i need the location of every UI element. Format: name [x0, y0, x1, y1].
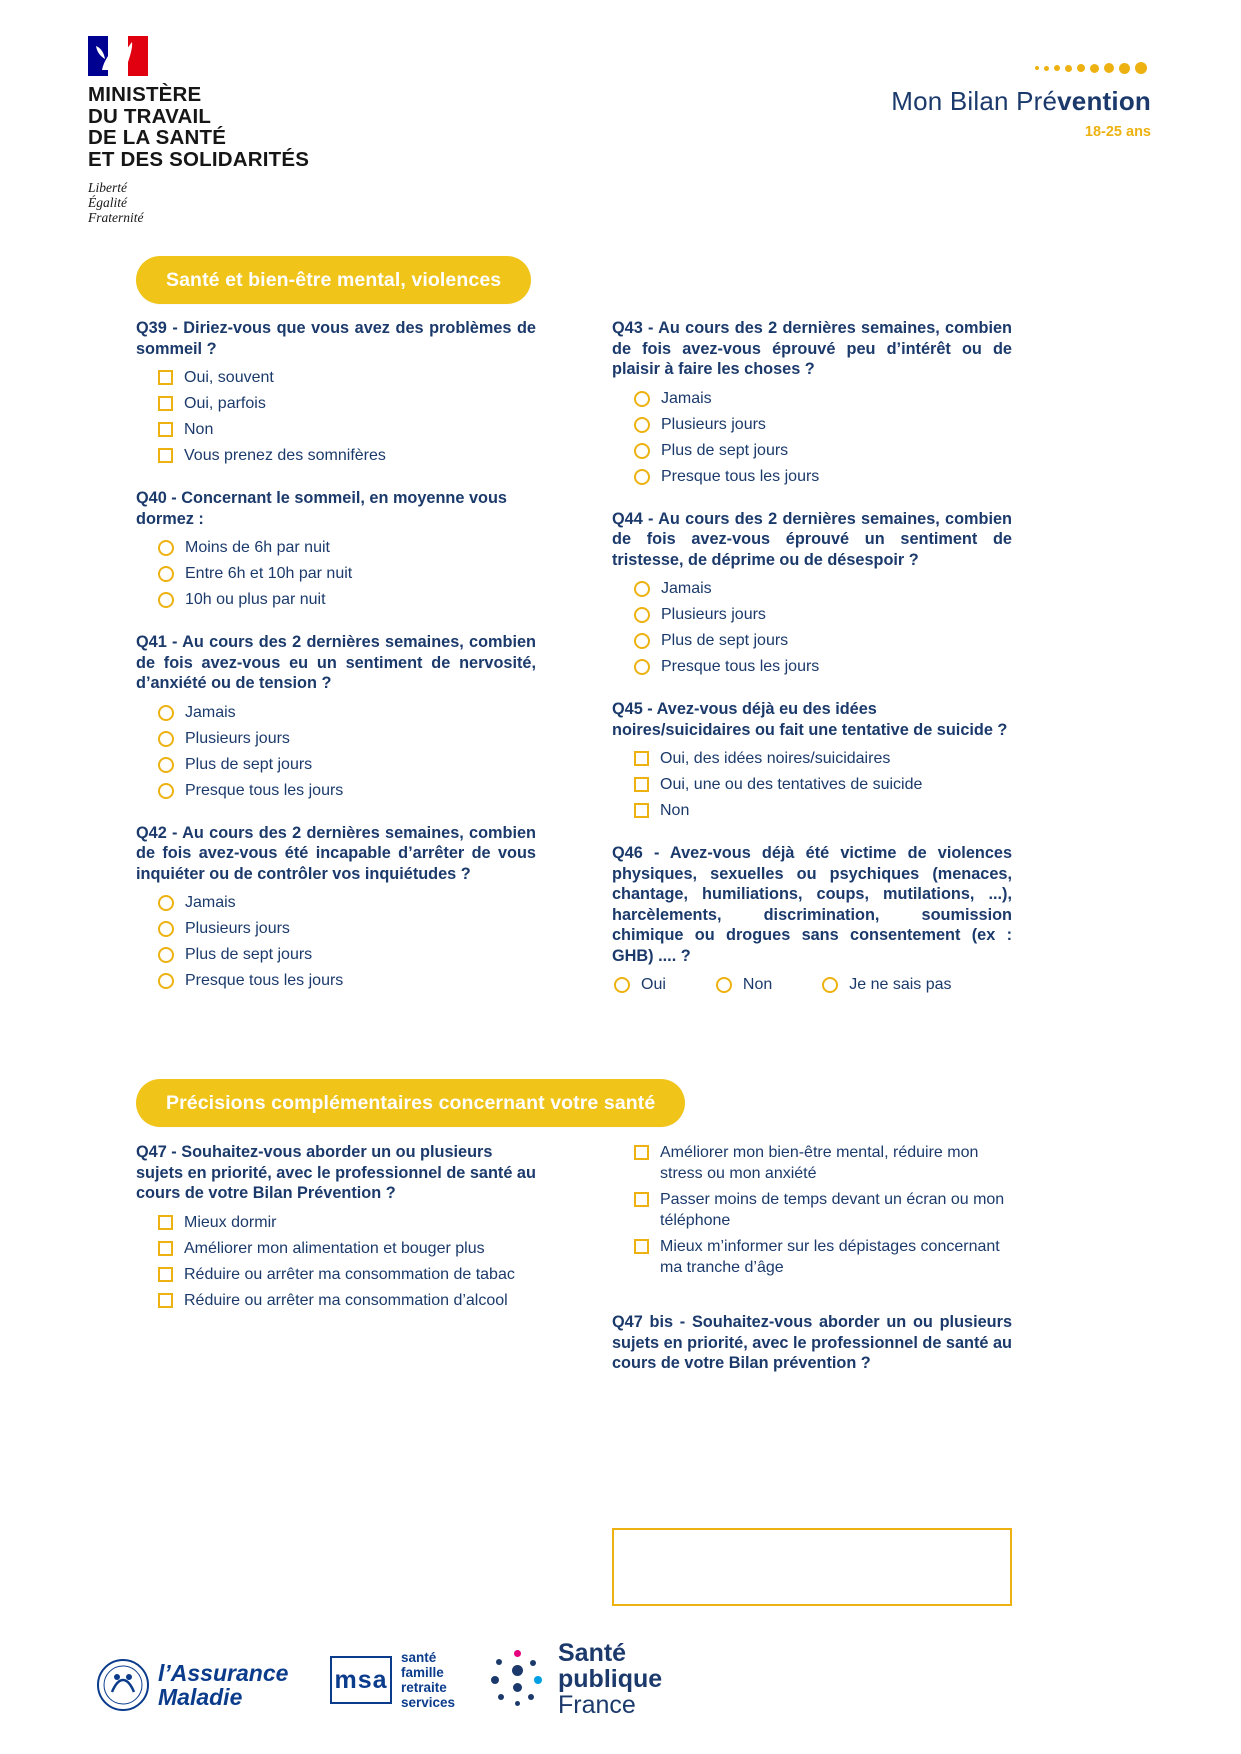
- spf-wordmark: [558, 1640, 662, 1718]
- option-row[interactable]: [158, 1264, 536, 1285]
- options-list: [136, 367, 536, 466]
- questions-column-left-2: [136, 1142, 536, 1311]
- option-label: Plusieurs jours: [661, 606, 766, 623]
- radio-icon[interactable]: [158, 947, 174, 963]
- option-label: Entre 6h et 10h par nuit: [185, 565, 353, 582]
- question-q44: [612, 509, 1012, 678]
- spf-line-2: publique: [558, 1665, 663, 1693]
- option-row[interactable]: [158, 393, 536, 414]
- radio-icon[interactable]: [158, 895, 174, 911]
- options-list: [612, 974, 1012, 995]
- option-row[interactable]: [158, 1212, 536, 1233]
- ministry-line-4: ET DES SOLIDARITÉS: [88, 147, 310, 171]
- checkbox-icon[interactable]: [634, 1145, 649, 1160]
- option-row[interactable]: [158, 728, 536, 749]
- option-row[interactable]: [634, 414, 1012, 435]
- section-title: Précisions complémentaires concernant votre santé: [166, 1091, 656, 1114]
- section-banner-additional-info: [136, 1079, 685, 1127]
- question-q47: [136, 1142, 536, 1311]
- options-list: [136, 702, 536, 801]
- option-row[interactable]: [158, 1290, 536, 1311]
- question-q41: [136, 632, 536, 801]
- page-footer: [0, 1604, 1241, 1754]
- questions-column-right-2: [612, 1142, 1012, 1382]
- option-label: Réduire ou arrêter ma consommation de tabac: [184, 1265, 515, 1283]
- option-row[interactable]: [634, 630, 1012, 651]
- question-text: Q46 - Avez-vous déjà été victime de violences physiques, sexuelles ou psychiques (menaces, chantage, humiliations, coups, mutilations, ...), harcèlements, discrimination, soumission chimique ou drogues sans consentement (ex : GHB) .... ?: [612, 844, 1012, 965]
- question-text: Q45 - Avez-vous déjà eu des idées noires/suicidaires ou fait une tentative de suicide ?: [612, 700, 1008, 739]
- radio-icon[interactable]: [634, 607, 650, 623]
- option-label: Plusieurs jours: [661, 415, 766, 433]
- question-text: Q43 - Au cours des 2 dernières semaines, combien de fois avez-vous éprouvé peu d’intérêt ou de plaisir à faire les choses ?: [612, 319, 1012, 378]
- question-q43: [612, 318, 1012, 487]
- checkbox-icon[interactable]: [158, 448, 173, 463]
- radio-icon[interactable]: [822, 977, 838, 993]
- radio-icon[interactable]: [634, 633, 650, 649]
- program-branding: [891, 62, 1151, 140]
- msa-line-4: services: [401, 1695, 456, 1710]
- radio-icon[interactable]: [158, 731, 174, 747]
- questions-column-right-1: [612, 318, 1012, 995]
- motto-line-3: Fraternité: [88, 210, 144, 225]
- section-title: Santé et bien-être mental, violences: [166, 268, 502, 291]
- radio-icon[interactable]: [634, 659, 650, 675]
- option-row[interactable]: [822, 974, 951, 995]
- logo-msa: [330, 1650, 455, 1710]
- option-label: Presque tous les jours: [661, 658, 820, 675]
- option-row[interactable]: [634, 1142, 1012, 1184]
- ministry-line-3: DE LA SANTÉ: [88, 126, 227, 149]
- radio-icon[interactable]: [158, 973, 174, 989]
- msa-line-3: retraite: [401, 1680, 447, 1695]
- section-banner-mental-health: [136, 256, 531, 304]
- option-label: Jamais: [185, 894, 236, 911]
- radio-icon[interactable]: [634, 443, 650, 459]
- option-label: Passer moins de temps devant un écran ou mon téléphone: [660, 1191, 1005, 1229]
- option-label: Presque tous les jours: [185, 781, 344, 799]
- question-text: Q40 - Concernant le sommeil, en moyenne vous dormez :: [136, 489, 507, 528]
- ministry-name: [88, 84, 358, 170]
- motto-line-1: Liberté: [88, 180, 127, 195]
- checkbox-icon[interactable]: [634, 1192, 649, 1207]
- ministry-logo: [88, 34, 358, 225]
- question-text: Q42 - Au cours des 2 dernières semaines, combien de fois avez-vous été incapable d’arrêter de vous inquiéter ou de contrôler vos inquiétudes ?: [136, 823, 536, 883]
- option-label: Plus de sept jours: [185, 755, 313, 773]
- option-row[interactable]: [716, 974, 772, 995]
- option-label: Oui, une ou des tentatives de suicide: [660, 776, 923, 793]
- option-row[interactable]: [158, 892, 536, 913]
- free-text-answer-field[interactable]: [612, 1528, 1012, 1606]
- option-label: Plusieurs jours: [185, 729, 290, 747]
- option-label: Vous prenez des somnifères: [184, 447, 386, 464]
- question-q42: [136, 823, 536, 992]
- question-text: Q44 - Au cours des 2 dernières semaines, combien de fois avez-vous éprouvé un sentiment de tristesse, de déprime ou de désespoir ?: [612, 509, 1012, 569]
- radio-icon[interactable]: [158, 592, 174, 608]
- decorative-dots-icon: [891, 62, 1151, 74]
- option-label: Oui: [641, 976, 666, 993]
- option-label: Non: [660, 802, 690, 819]
- option-row[interactable]: [634, 388, 1012, 409]
- question-q45: [612, 699, 1012, 821]
- option-row[interactable]: [634, 748, 1012, 769]
- spf-dots-icon: [490, 1650, 548, 1708]
- option-row[interactable]: [158, 918, 536, 939]
- checkbox-icon[interactable]: [158, 370, 173, 385]
- spf-line-3: France: [558, 1691, 636, 1719]
- option-label: Jamais: [661, 580, 712, 597]
- option-row[interactable]: [634, 578, 1012, 599]
- question-q40: [136, 488, 536, 610]
- option-row[interactable]: [634, 466, 1012, 487]
- checkbox-icon[interactable]: [158, 396, 173, 411]
- question-text: Q47 bis - Souhaitez-vous aborder un ou plusieurs sujets en priorité, avec le professionnel de santé au cours de votre Bilan prévention ?: [612, 1313, 1012, 1372]
- option-label: Non: [184, 421, 214, 438]
- questions-column-left-1: [136, 318, 536, 991]
- am-line-1: l’Assurance: [158, 1660, 289, 1686]
- option-label: Plus de sept jours: [661, 632, 789, 649]
- option-label: Presque tous les jours: [185, 972, 344, 989]
- option-row[interactable]: [634, 656, 1012, 677]
- option-row[interactable]: [158, 702, 536, 723]
- motto-line-2: Égalité: [88, 195, 127, 210]
- page-header: [0, 0, 1241, 240]
- options-list: [612, 748, 1012, 821]
- checkbox-icon[interactable]: [158, 1215, 173, 1230]
- radio-icon[interactable]: [158, 921, 174, 937]
- option-row[interactable]: [158, 445, 536, 466]
- option-label: Plus de sept jours: [185, 946, 313, 963]
- option-row[interactable]: [158, 537, 536, 558]
- checkbox-icon[interactable]: [158, 1241, 173, 1256]
- checkbox-icon[interactable]: [634, 751, 649, 766]
- msa-mark-icon: msa: [330, 1656, 392, 1704]
- assurance-maladie-seal-icon: [96, 1658, 150, 1712]
- option-row[interactable]: [158, 970, 536, 991]
- question-q46: [612, 843, 1012, 995]
- question-text: Q41 - Au cours des 2 dernières semaines, combien de fois avez-vous eu un sentiment de nervosité, d’anxiété ou de tension ?: [136, 633, 536, 692]
- radio-icon[interactable]: [158, 566, 174, 582]
- option-label: Plusieurs jours: [185, 920, 290, 937]
- msa-line-1: santé: [401, 1650, 437, 1665]
- checkbox-icon[interactable]: [158, 422, 173, 437]
- option-row[interactable]: [634, 604, 1012, 625]
- am-line-2: Maladie: [158, 1684, 243, 1710]
- radio-icon[interactable]: [634, 469, 650, 485]
- options-list-continued: [612, 1142, 1012, 1278]
- msa-line-2: famille: [401, 1665, 444, 1680]
- question-q47bis: [612, 1312, 1012, 1374]
- checkbox-icon[interactable]: [158, 1267, 173, 1282]
- option-label: Réduire ou arrêter ma consommation d’alcool: [184, 1291, 508, 1309]
- checkbox-icon[interactable]: [634, 803, 649, 818]
- option-row[interactable]: [158, 1238, 536, 1259]
- brand-prefix: Mon Bilan: [891, 86, 1017, 116]
- checkbox-icon[interactable]: [634, 777, 649, 792]
- question-text: Q47 - Souhaitez-vous aborder un ou plusieurs sujets en priorité, avec le professionnel de santé au cours de votre Bilan Prévention ?: [136, 1143, 536, 1202]
- question-text: Q39 - Diriez-vous que vous avez des problèmes de sommeil ?: [136, 319, 536, 358]
- option-row[interactable]: [634, 440, 1012, 461]
- options-list: [612, 578, 1012, 677]
- checkbox-icon[interactable]: [158, 1293, 173, 1308]
- ministry-line-2: DU TRAVAIL: [88, 104, 212, 128]
- option-label: 10h ou plus par nuit: [185, 591, 326, 608]
- spf-line-1: Santé: [558, 1639, 627, 1667]
- radio-icon[interactable]: [158, 540, 174, 556]
- option-label: Améliorer mon bien-être mental, réduire mon stress ou mon anxiété: [660, 1144, 979, 1182]
- brand-age-range: 18-25 ans: [1084, 124, 1151, 140]
- options-list: [136, 892, 536, 991]
- msa-wordmark: [401, 1650, 455, 1710]
- logo-assurance-maladie: [96, 1658, 288, 1712]
- option-label: Je ne sais pas: [849, 976, 952, 993]
- radio-icon[interactable]: [634, 581, 650, 597]
- option-label: Jamais: [661, 389, 712, 407]
- ministry-line-1: MINISTÈRE: [88, 83, 202, 106]
- option-label: Oui, parfois: [184, 395, 266, 412]
- option-label: Jamais: [185, 703, 236, 721]
- brand-title: [891, 86, 1151, 117]
- radio-icon[interactable]: [614, 977, 630, 993]
- option-label: Oui, des idées noires/suicidaires: [660, 750, 891, 767]
- option-row[interactable]: [158, 419, 536, 440]
- options-list: [136, 537, 536, 610]
- options-list: [612, 388, 1012, 487]
- option-label: Améliorer mon alimentation et bouger plus: [184, 1239, 485, 1257]
- option-label: Moins de 6h par nuit: [185, 539, 330, 556]
- option-label: Mieux m’informer sur les dépistages concernant ma tranche d’âge: [660, 1238, 1000, 1276]
- logo-sante-publique-france: [490, 1640, 662, 1718]
- brand-light: Pré: [1016, 86, 1058, 116]
- option-label: Plus de sept jours: [661, 441, 789, 459]
- checkbox-icon[interactable]: [634, 1239, 649, 1254]
- radio-icon[interactable]: [634, 417, 650, 433]
- option-row[interactable]: [158, 754, 536, 775]
- option-row[interactable]: [634, 1189, 1012, 1231]
- marianne-flag-icon: [88, 34, 158, 80]
- option-row[interactable]: [158, 589, 536, 610]
- radio-icon[interactable]: [158, 783, 174, 799]
- option-row[interactable]: [634, 1236, 1012, 1278]
- options-list: [136, 1212, 536, 1311]
- option-row[interactable]: [158, 780, 536, 801]
- option-label: Mieux dormir: [184, 1213, 277, 1231]
- radio-icon[interactable]: [158, 705, 174, 721]
- radio-icon[interactable]: [634, 391, 650, 407]
- option-label: Presque tous les jours: [661, 467, 820, 485]
- question-q39: [136, 318, 536, 466]
- brand-bold: vention: [1057, 86, 1151, 116]
- option-row[interactable]: [158, 367, 536, 388]
- republic-motto: [88, 180, 358, 225]
- option-row[interactable]: [614, 974, 666, 995]
- option-row[interactable]: [634, 800, 1012, 821]
- option-row[interactable]: [158, 944, 536, 965]
- option-row[interactable]: [158, 563, 536, 584]
- assurance-maladie-wordmark: [158, 1661, 288, 1709]
- option-label: Non: [742, 976, 773, 993]
- radio-icon[interactable]: [158, 757, 174, 773]
- radio-icon[interactable]: [716, 977, 732, 993]
- option-row[interactable]: [634, 774, 1012, 795]
- option-label: Oui, souvent: [184, 369, 274, 386]
